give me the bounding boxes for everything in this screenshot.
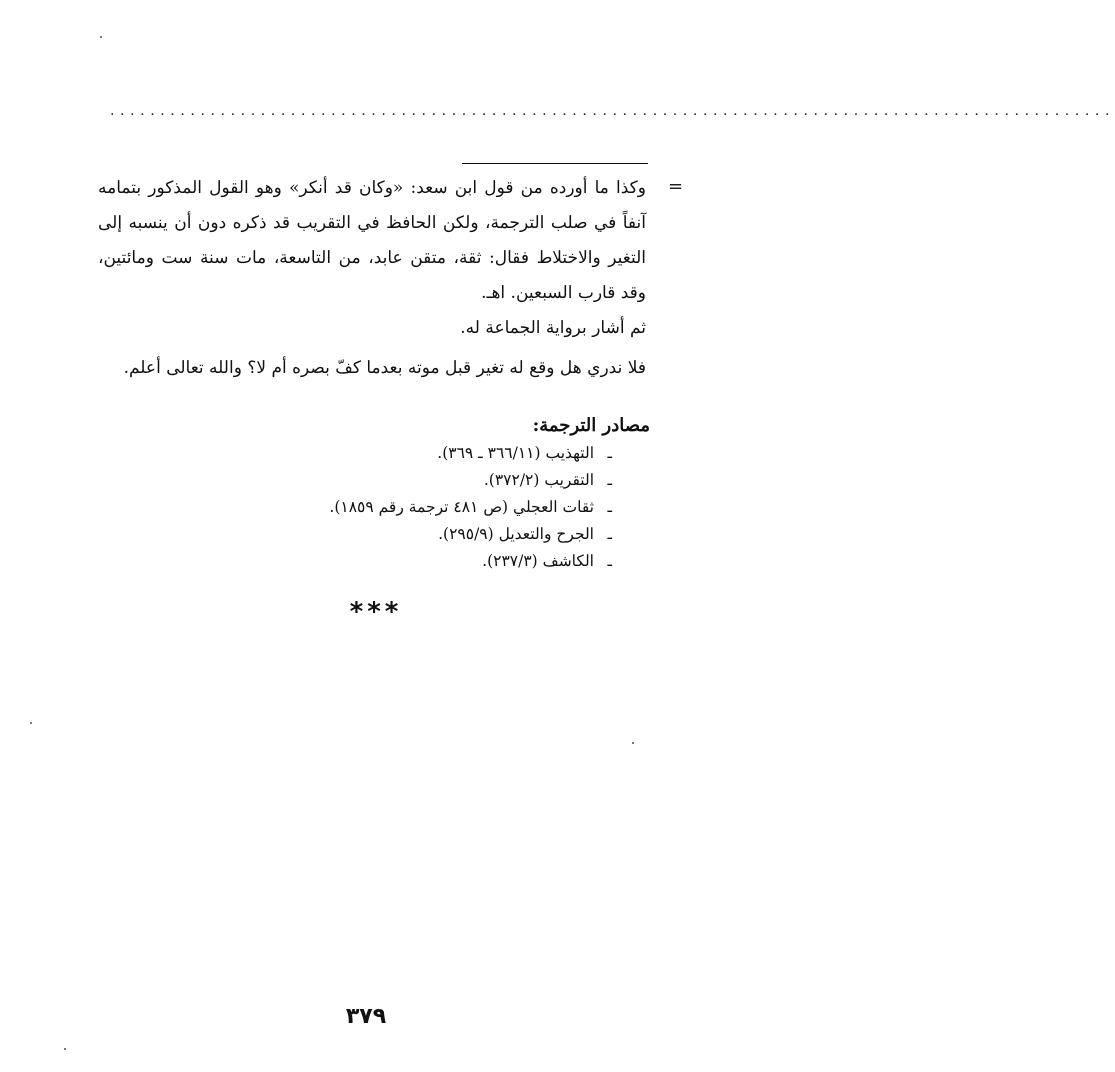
- source-item-text: التقريب (٣٧٢/٢).: [483, 471, 594, 489]
- sources-heading: مصادر الترجمة:: [532, 415, 650, 436]
- source-item-text: التهذيب (٣٦٦/١١ ـ ٣٦٩).: [437, 444, 594, 462]
- scan-speck: [100, 36, 102, 38]
- sources-list: [329, 440, 612, 575]
- scan-speck: [64, 1048, 66, 1050]
- header-dotted-line: ....................................................................................................: [110, 103, 1115, 119]
- scan-speck: [30, 722, 32, 724]
- source-item-text: الجرح والتعديل (٢٩٥/٩).: [438, 525, 594, 543]
- source-item: [329, 467, 612, 494]
- scan-speck: [632, 742, 634, 744]
- source-item: [329, 494, 612, 521]
- paragraph-jamaah-narration: ثم أشار برواية الجماعة له.: [460, 318, 646, 338]
- list-dash: ـ: [607, 444, 612, 462]
- list-dash: ـ: [607, 471, 612, 489]
- list-dash: ـ: [607, 552, 612, 570]
- paragraph-ibn-saad-quote: وكذا ما أورده من قول ابن سعد: «وكان قد أنكر» وهو القول المذكور بتمامه آنفاً في صلب الترجمة، ولكن الحافظ في التقريب قد ذكره دون أن ينسبه إلى التغير والاختلاط فقال: ثقة، متقن عابد، من التاسعة، مات سنة ست ومائتين، وقد قارب السبعين. اهـ.: [98, 178, 646, 303]
- list-dash: ـ: [607, 525, 612, 543]
- page-number: ٣٧٩: [345, 1004, 387, 1029]
- source-item: [329, 548, 612, 575]
- source-item: [329, 440, 612, 467]
- list-dash: ـ: [607, 498, 612, 516]
- footnote-rule: [462, 163, 648, 164]
- source-item: [329, 521, 612, 548]
- source-item-text: ثقات العجلي (ص ٤٨١ ترجمة رقم ١٨٥٩).: [329, 498, 594, 516]
- paragraph-conclusion: فلا ندري هل وقع له تغير قبل موته بعدما كفّ بصره أم لا؟ والله تعالى أعلم.: [123, 358, 646, 378]
- footnote-continuation-mark: =: [668, 176, 684, 197]
- source-item-text: الكاشف (٢٣٧/٣).: [482, 552, 594, 570]
- section-separator-stars: ***: [349, 597, 403, 627]
